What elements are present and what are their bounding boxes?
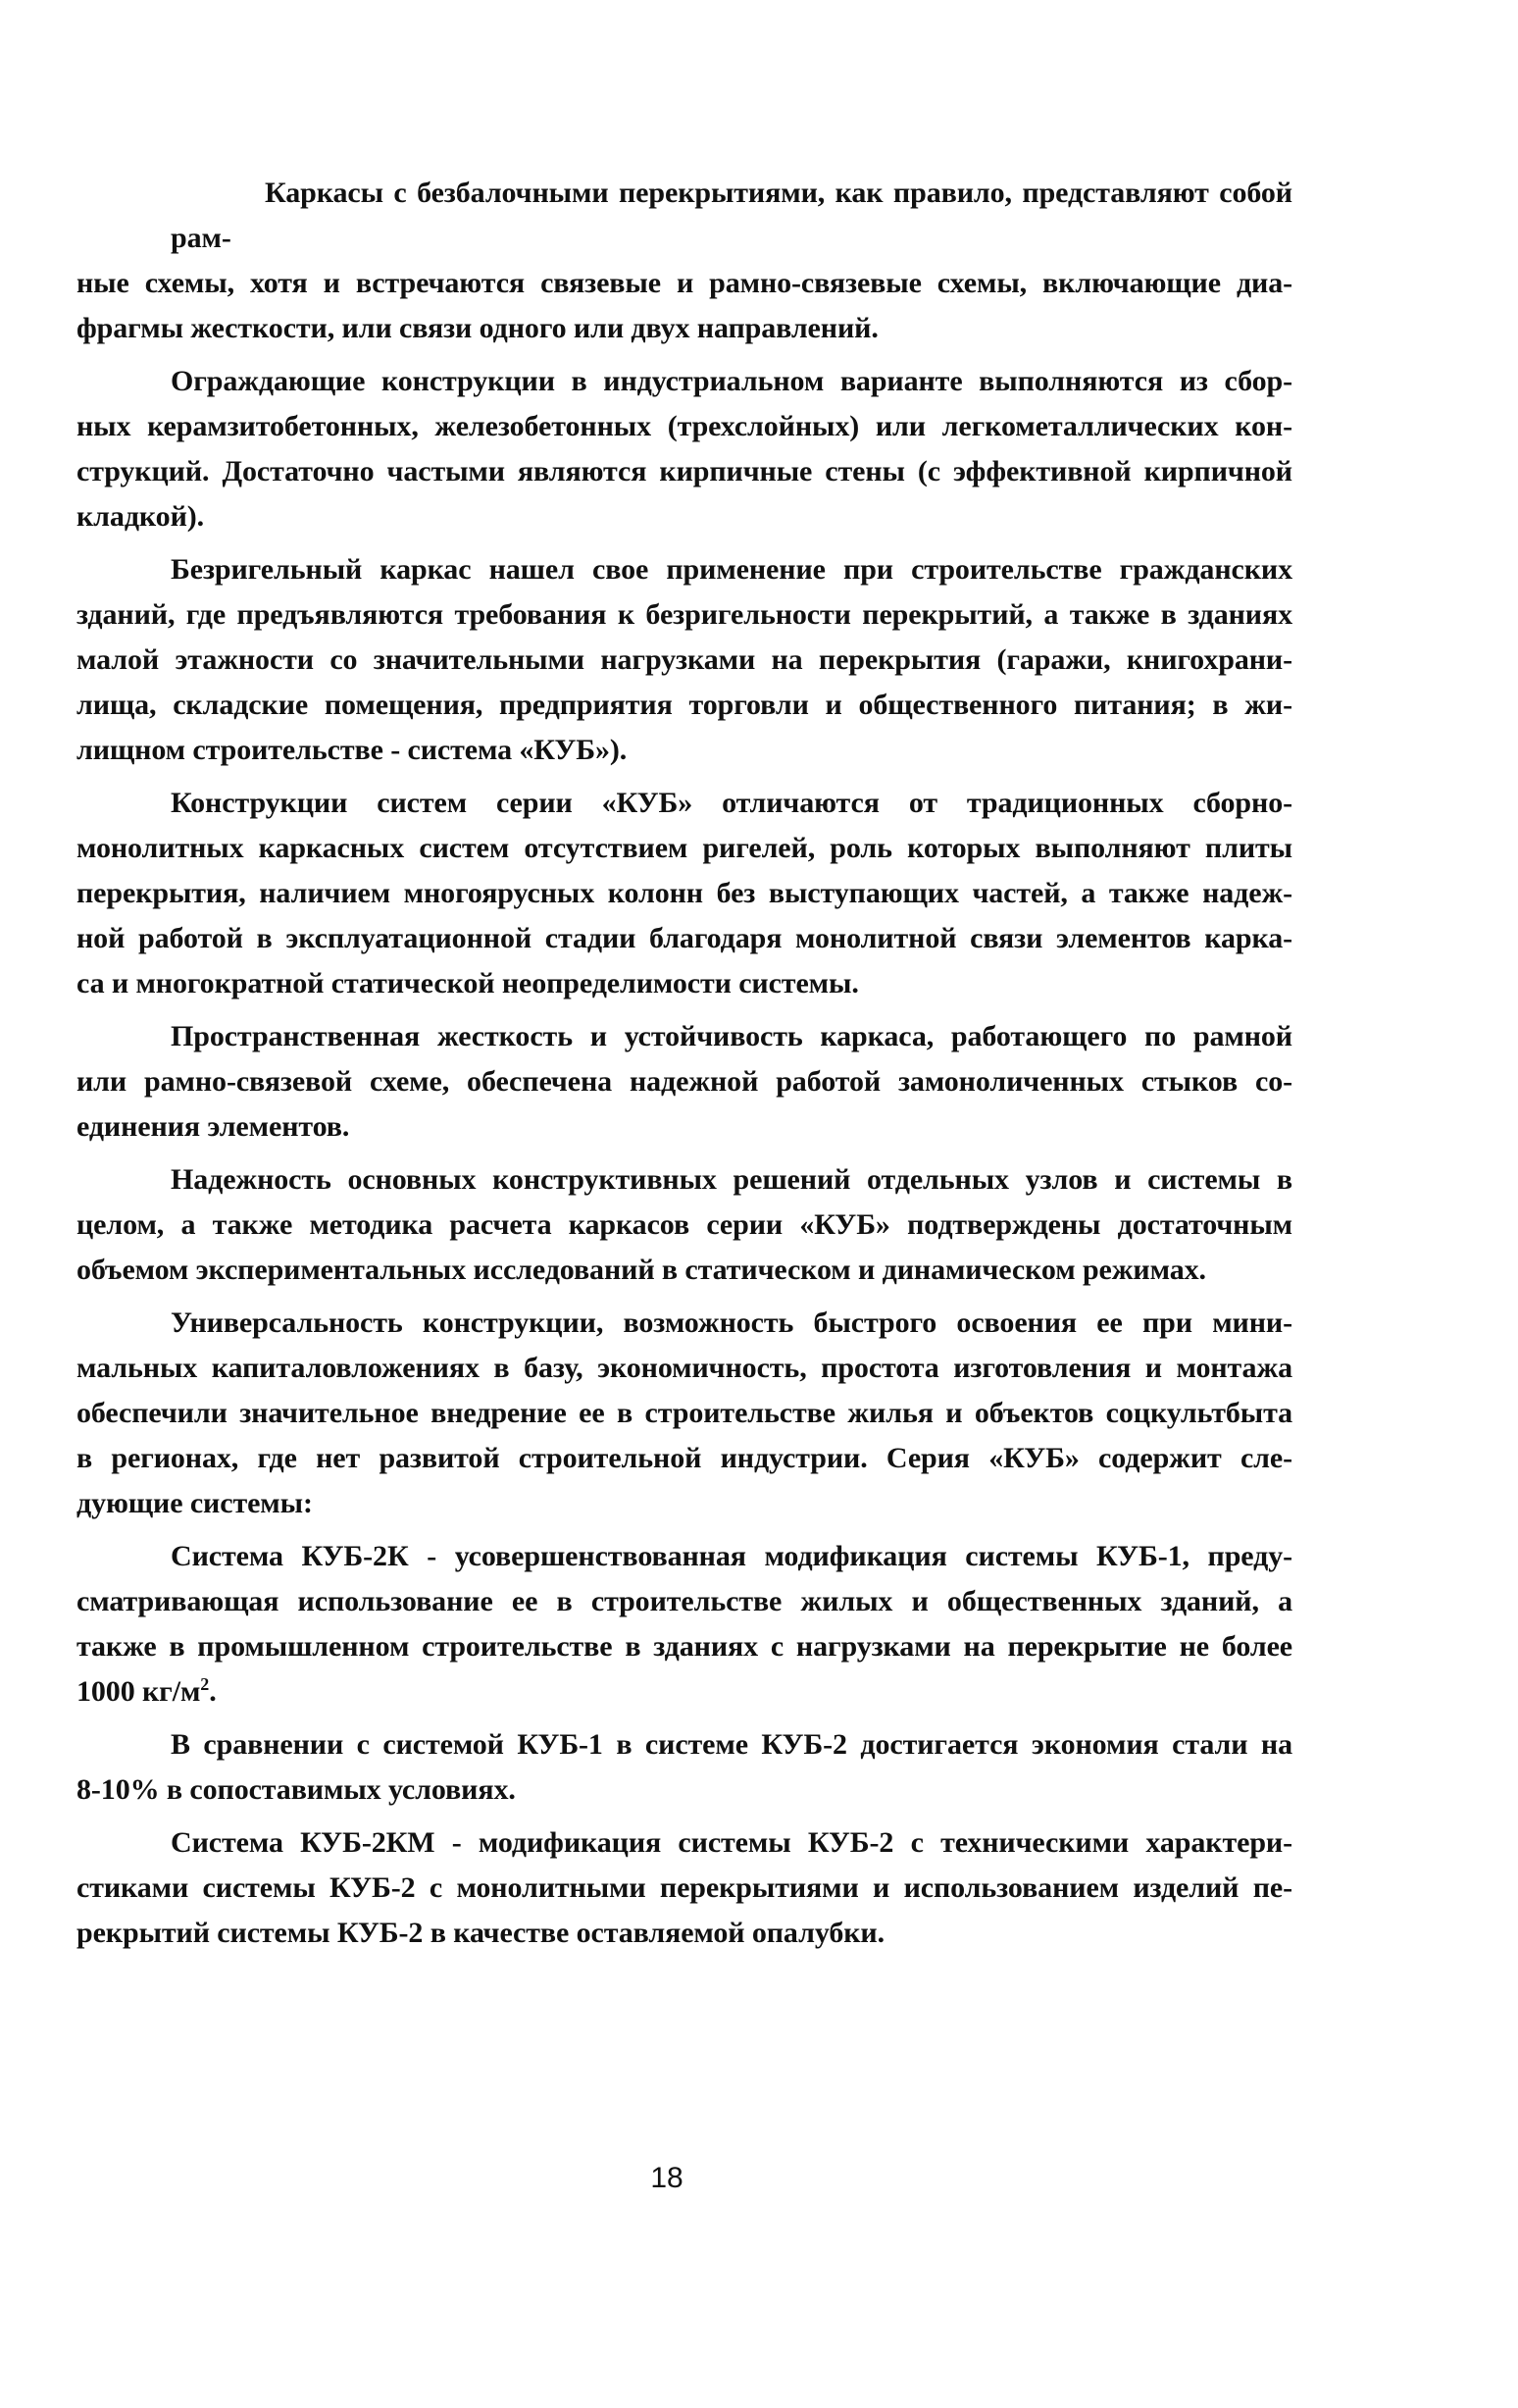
- paragraph-line: фрагмы жесткости, или связи одного или двух направлений.: [76, 312, 879, 344]
- load-value: 1000 кг/м: [76, 1675, 201, 1708]
- paragraph-line: ные схемы, хотя и встречаются связевые и рамно-связевые схемы, включающие диа-: [76, 267, 1292, 299]
- page-number: 18: [650, 2162, 683, 2194]
- paragraph-1: [76, 171, 1292, 351]
- paragraph-line: монолитных каркасных систем отсутствием ригелей, роль которых выполняют плиты: [76, 832, 1292, 864]
- paragraph-line: 8-10% в сопоставимых условиях.: [76, 1773, 516, 1806]
- paragraph-line: также в промышленном строительстве в зданиях с нагрузками на перекрытие не более: [76, 1630, 1292, 1663]
- paragraph-10: [76, 1820, 1292, 1956]
- paragraph-line: Каркасы с безбалочными перекрытиями, как правило, представляют собой рам-: [171, 177, 1292, 254]
- paragraph-line: Надежность основных конструктивных решений отдельных узлов и системы в: [171, 1163, 1292, 1196]
- paragraph-line: Безригельный каркас нашел свое применение при строительстве гражданских: [171, 553, 1292, 586]
- paragraph-line: в регионах, где нет развитой строительной индустрии. Серия «КУБ» содержит сле-: [76, 1442, 1292, 1474]
- paragraph-line: или рамно-связевой схеме, обеспечена надежной работой замоноличенных стыков со-: [76, 1065, 1292, 1098]
- paragraph-line: Универсальность конструкции, возможность быстрого освоения ее при мини-: [171, 1306, 1292, 1339]
- paragraph-5: [76, 1014, 1292, 1150]
- paragraph-line: В сравнении с системой КУБ-1 в системе КУБ-2 достигается экономия стали на: [171, 1728, 1292, 1761]
- paragraph-7: [76, 1301, 1292, 1526]
- paragraph-line: стиками системы КУБ-2 с монолитными перекрытиями и использованием изделий пе-: [76, 1871, 1292, 1904]
- paragraph-line: кладкой).: [76, 500, 205, 533]
- paragraph-line: лища, складские помещения, предприятия торговли и общественного питания; в жи-: [76, 689, 1292, 721]
- paragraph-2: [76, 359, 1292, 539]
- paragraph-line: единения элементов.: [76, 1110, 350, 1143]
- paragraph-line: рекрытий системы КУБ-2 в качестве оставляемой опалубки.: [76, 1917, 885, 1949]
- body-text: [76, 171, 1292, 1964]
- paragraph-line: обеспечили значительное внедрение ее в строительстве жилья и объектов соцкультбыта: [76, 1397, 1292, 1429]
- paragraph-line: целом, а также методика расчета каркасов серии «КУБ» подтверждены достаточным: [76, 1208, 1292, 1241]
- paragraph-9: [76, 1722, 1292, 1813]
- paragraph-line: Конструкции систем серии «КУБ» отличаются от традиционных сборно-: [171, 787, 1292, 819]
- paragraph-line: Система КУБ-2К - усовершенствованная модификация системы КУБ-1, преду-: [171, 1540, 1292, 1572]
- paragraph-line: ной работой в эксплуатационной стадии благодаря монолитной связи элементов карка-: [76, 922, 1292, 954]
- paragraph-line: сматривающая использование ее в строительстве жилых и общественных зданий, а: [76, 1585, 1292, 1617]
- paragraph-line-final: [76, 1669, 1292, 1715]
- paragraph-line: мальных капиталовложениях в базу, экономичность, простота изготовления и монтажа: [76, 1352, 1292, 1384]
- paragraph-line: са и многократной статической неопределимости системы.: [76, 967, 859, 999]
- paragraph-8: [76, 1534, 1292, 1715]
- paragraph-line: Система КУБ-2КМ - модификация системы КУБ-2 с техническими характери-: [171, 1826, 1292, 1859]
- paragraph-3: [76, 547, 1292, 773]
- paragraph-line: Ограждающие конструкции в индустриальном варианте выполняются из сбор-: [171, 365, 1292, 397]
- paragraph-line: дующие системы:: [76, 1487, 313, 1519]
- final-period: .: [209, 1675, 217, 1708]
- superscript-exponent: 2: [200, 1674, 210, 1694]
- paragraph-line: Пространственная жесткость и устойчивость каркаса, работающего по рамной: [171, 1020, 1292, 1052]
- paragraph-line: зданий, где предъявляются требования к безригельности перекрытий, а также в зданиях: [76, 598, 1292, 631]
- paragraph-line: струкций. Достаточно частыми являются кирпичные стены (с эффективной кирпичной: [76, 455, 1292, 487]
- paragraph-line: ных керамзитобетонных, железобетонных (трехслойных) или легкометаллических кон-: [76, 410, 1292, 442]
- paragraph-line: лищном строительстве - система «КУБ»).: [76, 734, 628, 766]
- paragraph-4: [76, 781, 1292, 1006]
- paragraph-line: объемом экспериментальных исследований в статическом и динамическом режимах.: [76, 1254, 1206, 1286]
- paragraph-line: малой этажности со значительными нагрузками на перекрытия (гаражи, книгохрани-: [76, 643, 1292, 676]
- paragraph-6: [76, 1157, 1292, 1293]
- paragraph-line: перекрытия, наличием многоярусных колонн без выступающих частей, а также надеж-: [76, 877, 1292, 909]
